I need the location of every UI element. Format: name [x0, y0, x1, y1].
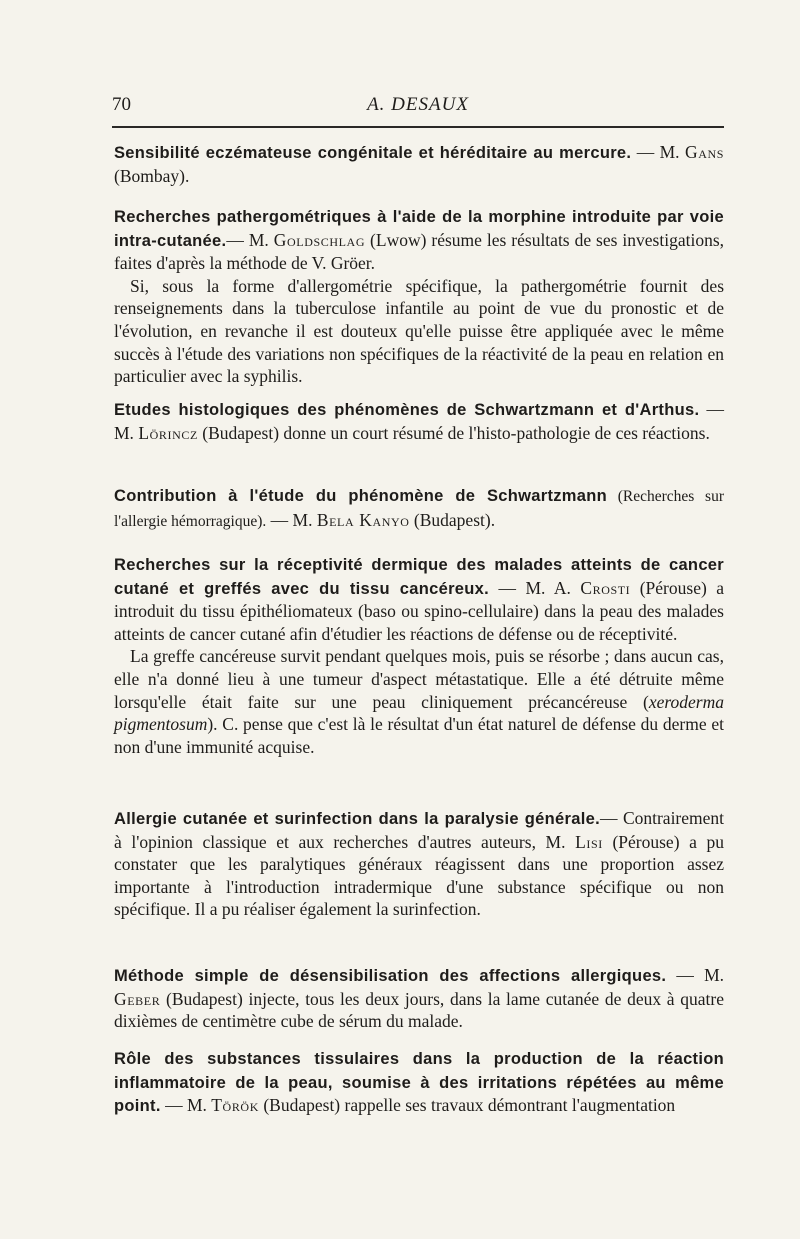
section-heading: Recherches sur la réceptivité dermique des malades atteints de cancer cutané et greffés avec du tissu cancéreux. — [114, 556, 724, 598]
section-contribution: Contribution à l'étude du phénomène de Schwartzmann (Recherches sur l'allergie hémorragique). — M. Bela Kanyo (Budapest). — [114, 487, 724, 530]
section-heading: Méthode simple de désensibilisation des affections allergiques. — [114, 967, 667, 985]
running-title: A. DESAUX — [367, 94, 469, 115]
author-name: Goldschlag — [273, 229, 366, 250]
section-substances-tissulaires: Rôle des substances tissulaires dans la production de la réaction inflammatoire de la peau, soumise à des irritations répétées au même point. — M. Török (Budapest) rappelle ses travaux démontrant l'augmentation — [114, 1050, 724, 1116]
italic-term: xeroderma pigmentosum — [114, 691, 724, 735]
author-name: Gans — [684, 142, 725, 162]
running-head — [112, 94, 724, 120]
section-heading: Contribution à l'étude du phénomène de Schwartzmann — [114, 487, 607, 505]
section-mercure: Sensibilité eczémateuse congénitale et héréditaire au mercure. — M. Gans (Bombay). — [114, 142, 725, 186]
section-schwartzmann-arthus: Etudes histologiques des phénomènes de Schwartzmann et d'Arthus. — M. Lörincz (Budapest) donne un court résumé de l'histo-pathologie de ces réactions. — [114, 399, 724, 443]
section-heading: Recherches pathergométriques à l'aide de la morphine introduite par voie intra-cutanée. — [114, 208, 724, 250]
section-desensibilisation: Méthode simple de désensibilisation des affections allergiques. — M. Geber (Budapest) injecte, tous les deux jours, dans la lame cutanée de deux à quatre dixièmes de centimètre cube de sérum du malade. — [114, 965, 724, 1032]
page-number: 70 — [112, 94, 131, 115]
author-name: Lörincz — [138, 422, 198, 443]
section-pathergometrie: Recherches pathergométriques à l'aide de la morphine introduite par voie intra-cutanée.— M. Goldschlag (Lwow) résume les résultats de ses investigations, faites d'après la méthode de V. Gröer. Si, sous la forme d'allergométrie spécifique, la pathergométrie fournit des renseignements dans la tuberculose infantile au point de vue du pronostic et de l'évolution, en revanche il est douteux qu'elle puisse être appliquée avec le même succès à l'étude des variations non spécifiques de la réactivité de la peau en relation en particulier avec la syphilis. — [114, 208, 724, 387]
author-name: Crosti — [580, 577, 631, 598]
author-name: Bela Kanyo — [316, 509, 410, 530]
section-heading: Allergie cutanée et surinfection dans la paralysie générale. — [114, 810, 600, 828]
author-name: Lisi — [575, 831, 603, 852]
section-subtitle: (Recherches sur l'allergie hémorragique). — [114, 488, 724, 530]
paragraph: La greffe cancéreuse survit pendant quelques mois, puis se résorbe ; dans aucun cas, elle n'a donné lieu à une tumeur d'aspect métastatique. Elle a été détruite même lorsqu'elle était faite sur une peau cliniquement précancéreuse (xeroderma pigmentosum). C. pense que c'est là le résultat d'un état naturel de défense du derme et non d'une immunité acquise. — [114, 646, 724, 757]
header-rule — [112, 126, 724, 128]
section-cancer: Recherches sur la réceptivité dermique des malades atteints de cancer cutané et greffés avec du tissu cancéreux. — M. A. Crosti (Pérouse) a introduit du tissu épithéliomateux (baso ou spino-cellulaire) dans la peau des malades atteints de cancer cutané afin d'étudier les réactions de défense ou de réceptivité. La greffe cancéreuse survit pendant quelques mois, puis se résorbe ; dans aucun cas, elle n'a donné lieu à une tumeur d'aspect métastatique. Elle a été détruite même lorsqu'elle était faite sur une peau cliniquement précancéreuse (xeroderma pigmentosum). C. pense que c'est là le résultat d'un état naturel de défense du derme et non d'une immunité acquise. — [114, 556, 725, 757]
section-paralysie: Allergie cutanée et surinfection dans la paralysie générale.— Contrairement à l'opinion classique et aux recherches d'autres auteurs, M. Lisi (Pérouse) a pu constater que les paralytiques généraux réagissent dans une proportion assez importante à l'introduction intradermique d'une substance spécifique ou non spécifique. Il a pu réaliser également la surinfection. — [114, 808, 725, 920]
section-heading: Sensibilité eczémateuse congénitale et héréditaire au mercure. — [114, 144, 632, 162]
section-heading: Rôle des substances tissulaires dans la production de la réaction inflammatoire de la peau, soumise à des irritations répétées au même point. — [114, 1050, 724, 1116]
author-name: Geber — [114, 988, 161, 1009]
section-heading: Etudes histologiques des phénomènes de Schwartzmann et d'Arthus. — [114, 401, 700, 419]
author-name: Török — [211, 1095, 259, 1116]
paragraph: Si, sous la forme d'allergométrie spécifique, la pathergométrie fournit des renseignements dans la tuberculose infantile au point de vue du pronostic et de l'évolution, en revanche il est douteux qu'elle puisse être appliquée avec le même succès à l'étude des variations non spécifiques de la réactivité de la peau en relation en particulier avec la syphilis. — [114, 275, 724, 387]
